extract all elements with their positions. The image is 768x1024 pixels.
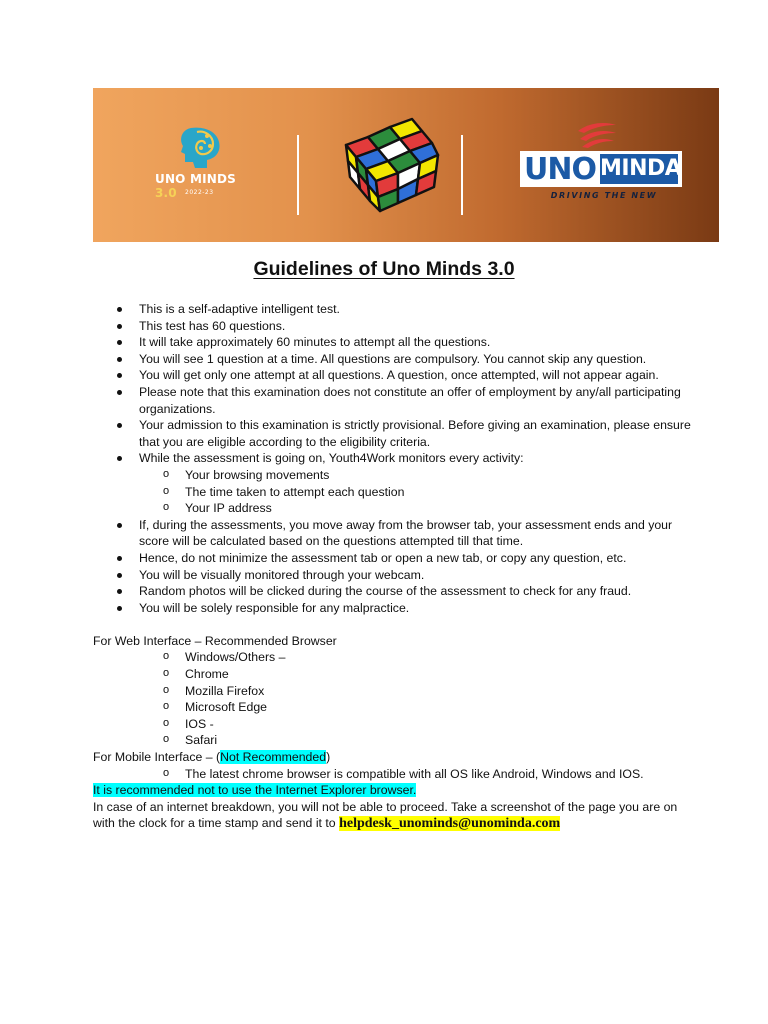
rubiks-cube-icon [338,115,442,215]
list-item: While the assessment is going on, Youth4Work monitors every activity: [93,450,693,467]
sub-list-item: o Mozilla Firefox [93,683,693,700]
mobile-interface-heading [93,749,693,766]
list-item: You will be visually monitored through your webcam. [93,567,693,584]
list-item: You will get only one attempt at all questions. A question, once attempted, will not appear again. [93,367,693,384]
logo-uno-text: UNO [524,152,596,187]
list-item: This is a self-adaptive intelligent test. [93,301,693,318]
uno-minda-logo [518,121,686,203]
logo-tagline: DRIVING THE NEW [550,191,658,200]
page-title [0,258,768,281]
list-item: Your admission to this examination is strictly provisional. Before giving an examination, please ensure that you are eligible according to the eligibility criteria. [93,417,693,450]
logo-year: 2022-23 [185,189,214,196]
sub-list-item: o Chrome [93,666,693,683]
banner-divider [461,135,463,215]
head-brain-icon [177,124,225,170]
list-item: You will be solely responsible for any malpractice. [93,600,693,617]
list-item: Hence, do not minimize the assessment tab or open a new tab, or copy any question, etc. [93,550,693,567]
header-banner [93,88,719,242]
sub-list-item: o The time taken to attempt each question [93,484,693,501]
list-item: You will see 1 question at a time. All questions are compulsory. You cannot skip any question. [93,351,693,368]
web-browser-list [93,649,693,749]
list-item: Please note that this examination does not constitute an offer of employment by any/all participating organizations. [93,384,693,417]
sub-list-item: o Safari [93,732,693,749]
sub-list-item: o Your browsing movements [93,467,693,484]
sub-list-item: o IOS - [93,716,693,733]
sub-list-item: o Windows/Others – [93,649,693,666]
list-item: It will take approximately 60 minutes to attempt all the questions. [93,334,693,351]
mobile-heading-suffix: ) [326,750,331,765]
ie-note [93,782,693,799]
list-item: This test has 60 questions. [93,318,693,335]
list-item: Random photos will be clicked during the course of the assessment to check for any fraud. [93,583,693,600]
swoosh-icon [574,121,620,149]
breakdown-text: In case of an internet breakdown, you will not be able to proceed. Take a screenshot of the page you are on with the clock for a time stamp and send it to [93,799,678,831]
mobile-browser-list [93,766,693,783]
logo-version-text: 3.0 [155,186,177,200]
web-interface-heading: For Web Interface – Recommended Browser [93,633,337,648]
sub-list-item: o The latest chrome browser is compatible with all OS like Android, Windows and IOS. [93,766,693,783]
sub-list-item: o Your IP address [93,500,693,517]
page-title-text: Guidelines of Uno Minds 3.0 [253,258,515,280]
guidelines-list [93,301,693,616]
sub-list-item: o Microsoft Edge [93,699,693,716]
mobile-heading-prefix: For Mobile Interface – ( [93,750,221,765]
logo-minda-text: MINDA [600,154,678,184]
banner-divider [297,135,299,215]
helpdesk-email-link[interactable]: helpdesk_unominds@unominda.com [339,816,561,832]
spacer [93,616,693,633]
not-recommended-highlight: Not Recommended [220,750,327,765]
guidelines-content [93,301,693,833]
breakdown-paragraph [93,799,693,833]
logo-title-text: UNO MINDS [155,172,237,186]
list-item: If, during the assessments, you move away from the browser tab, your assessment ends and your score will be calculated based on the questions attempted till that time. [93,517,693,550]
ie-note-text: It is recommended not to use the Internet Explorer browser. [93,783,417,798]
